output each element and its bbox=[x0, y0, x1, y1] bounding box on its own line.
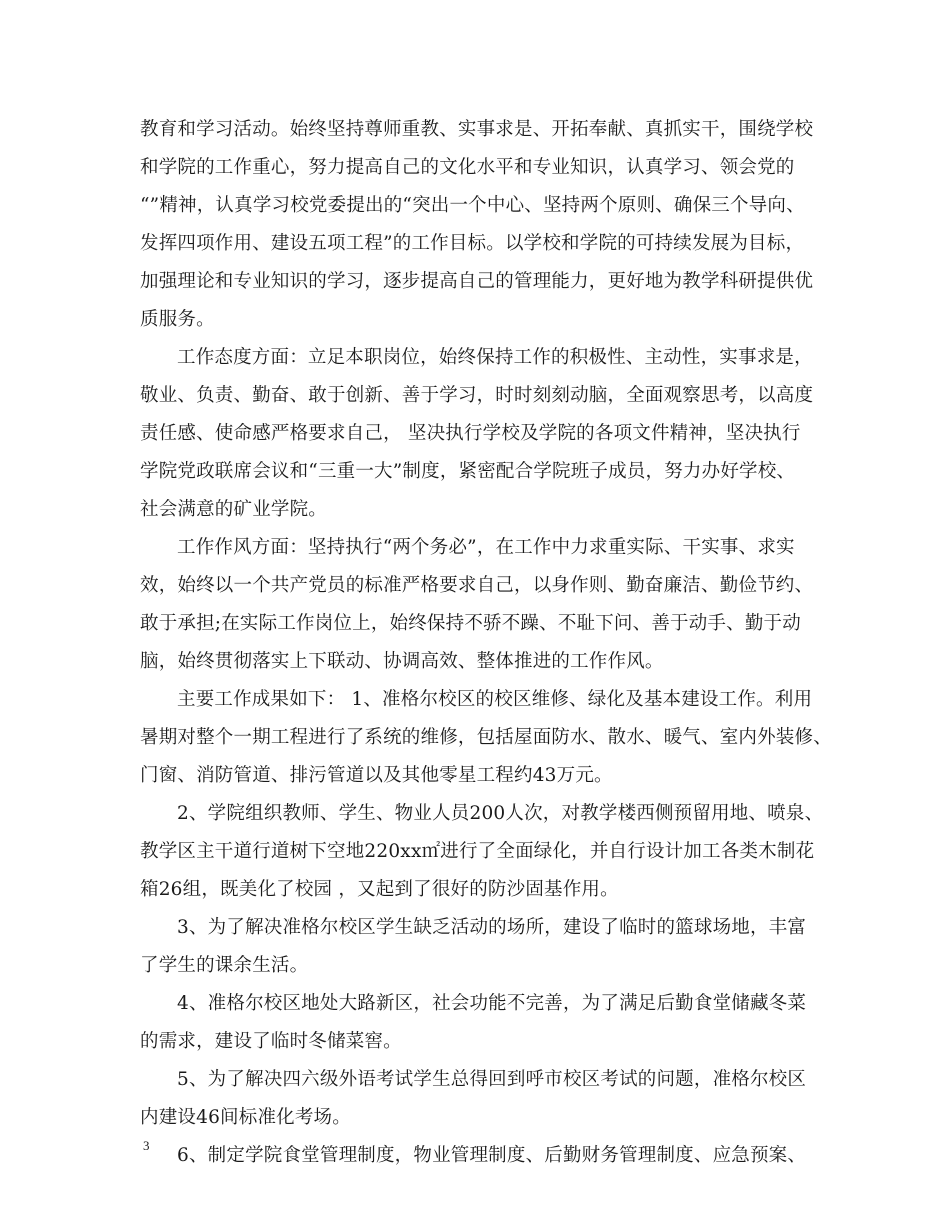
text-line: 责任感、使命感严格要求自己， 坚决执行学校及学院的各项文件精神，坚决执行 bbox=[140, 423, 801, 444]
page-number: 3 bbox=[143, 1138, 150, 1153]
text-line: 发挥四项作用、建设五项工程”的工作目标。以学校和学院的可持续发展为目标， bbox=[140, 233, 805, 254]
text-line: 了学生的课余生活。 bbox=[140, 955, 309, 976]
text-line: 脑，始终贯彻落实上下联动、协调高效、整体推进的工作作风。 bbox=[140, 651, 664, 672]
text-line: 箱26组，既美化了校园 ，又起到了很好的防沙固基作用。 bbox=[140, 879, 619, 900]
text-line: 的需求，建设了临时冬储菜窖。 bbox=[140, 1031, 402, 1052]
paragraph-start-line: 3、为了解决准格尔校区学生缺乏活动的场所，建设了临时的篮球场地，丰富 bbox=[177, 917, 807, 938]
paragraph-start-line: 工作态度方面：立足本职岗位，始终保持工作的积极性、主动性，实事求是， bbox=[177, 347, 813, 368]
text-line: 教学区主干道行道树下空地220xx㎡进行了全面绿化，并自行设计加工各类木制花 bbox=[140, 841, 815, 862]
text-line: 社会满意的矿业学院。 bbox=[140, 499, 328, 520]
paragraph-start-line: 4、准格尔校区地处大路新区，社会功能不完善，为了满足后勤食堂储藏冬菜 bbox=[177, 993, 807, 1014]
paragraph-start-line: 主要工作成果如下： 1、准格尔校区的校区维修、绿化及基本建设工作。利用 bbox=[177, 689, 813, 710]
text-line: 质服务。 bbox=[140, 309, 215, 330]
paragraph-start-line: 5、为了解决四六级外语考试学生总得回到呼市校区考试的问题，准格尔校区 bbox=[177, 1069, 807, 1090]
text-line: 学院党政联席会议和“三重一大”制度，紧密配合学院班子成员，努力办好学校、 bbox=[140, 461, 796, 482]
paragraph-start-line: 工作作风方面：坚持执行“两个务必”，在工作中力求重实际、干实事、求实 bbox=[177, 537, 795, 558]
text-line: “”精神，认真学习校党委提出的“突出一个中心、坚持两个原则、确保三个导向、 bbox=[140, 195, 805, 216]
text-line: 加强理论和专业知识的学习，逐步提高自己的管理能力，更好地为教学科研提供优 bbox=[140, 271, 814, 292]
text-line: 暑期对整个一期工程进行了系统的维修，包括屋面防水、散水、暖气、室内外装修、 bbox=[140, 727, 832, 748]
text-line: 教育和学习活动。始终坚持尊师重教、实事求是、开拓奉献、真抓实干，围绕学校 bbox=[140, 119, 814, 140]
text-line: 敢于承担;在实际工作岗位上，始终保持不骄不躁、不耻下问、善于动手、勤于动 bbox=[140, 613, 801, 634]
paragraph-start-line: 6、制定学院食堂管理制度，物业管理制度、后勤财务管理制度、应急预案、 bbox=[177, 1145, 807, 1166]
text-line: 敬业、负责、勤奋、敢于创新、善于学习，时时刻刻动脑，全面观察思考，以高度 bbox=[140, 385, 814, 406]
paragraph-start-line: 2、学院组织教师、学生、物业人员200人次，对教学楼西侧预留用地、喷泉、 bbox=[177, 803, 824, 824]
text-line: 内建设46间标准化考场。 bbox=[140, 1107, 351, 1128]
text-line: 和学院的工作重心，努力提高自己的文化水平和专业知识，认真学习、领会党的 bbox=[140, 157, 795, 178]
text-line: 门窗、消防管道、排污管道以及其他零星工程约43万元。 bbox=[140, 765, 613, 786]
text-line: 效，始终以一个共产党员的标准严格要求自己，以身作则、勤奋廉洁、勤俭节约、 bbox=[140, 575, 814, 596]
